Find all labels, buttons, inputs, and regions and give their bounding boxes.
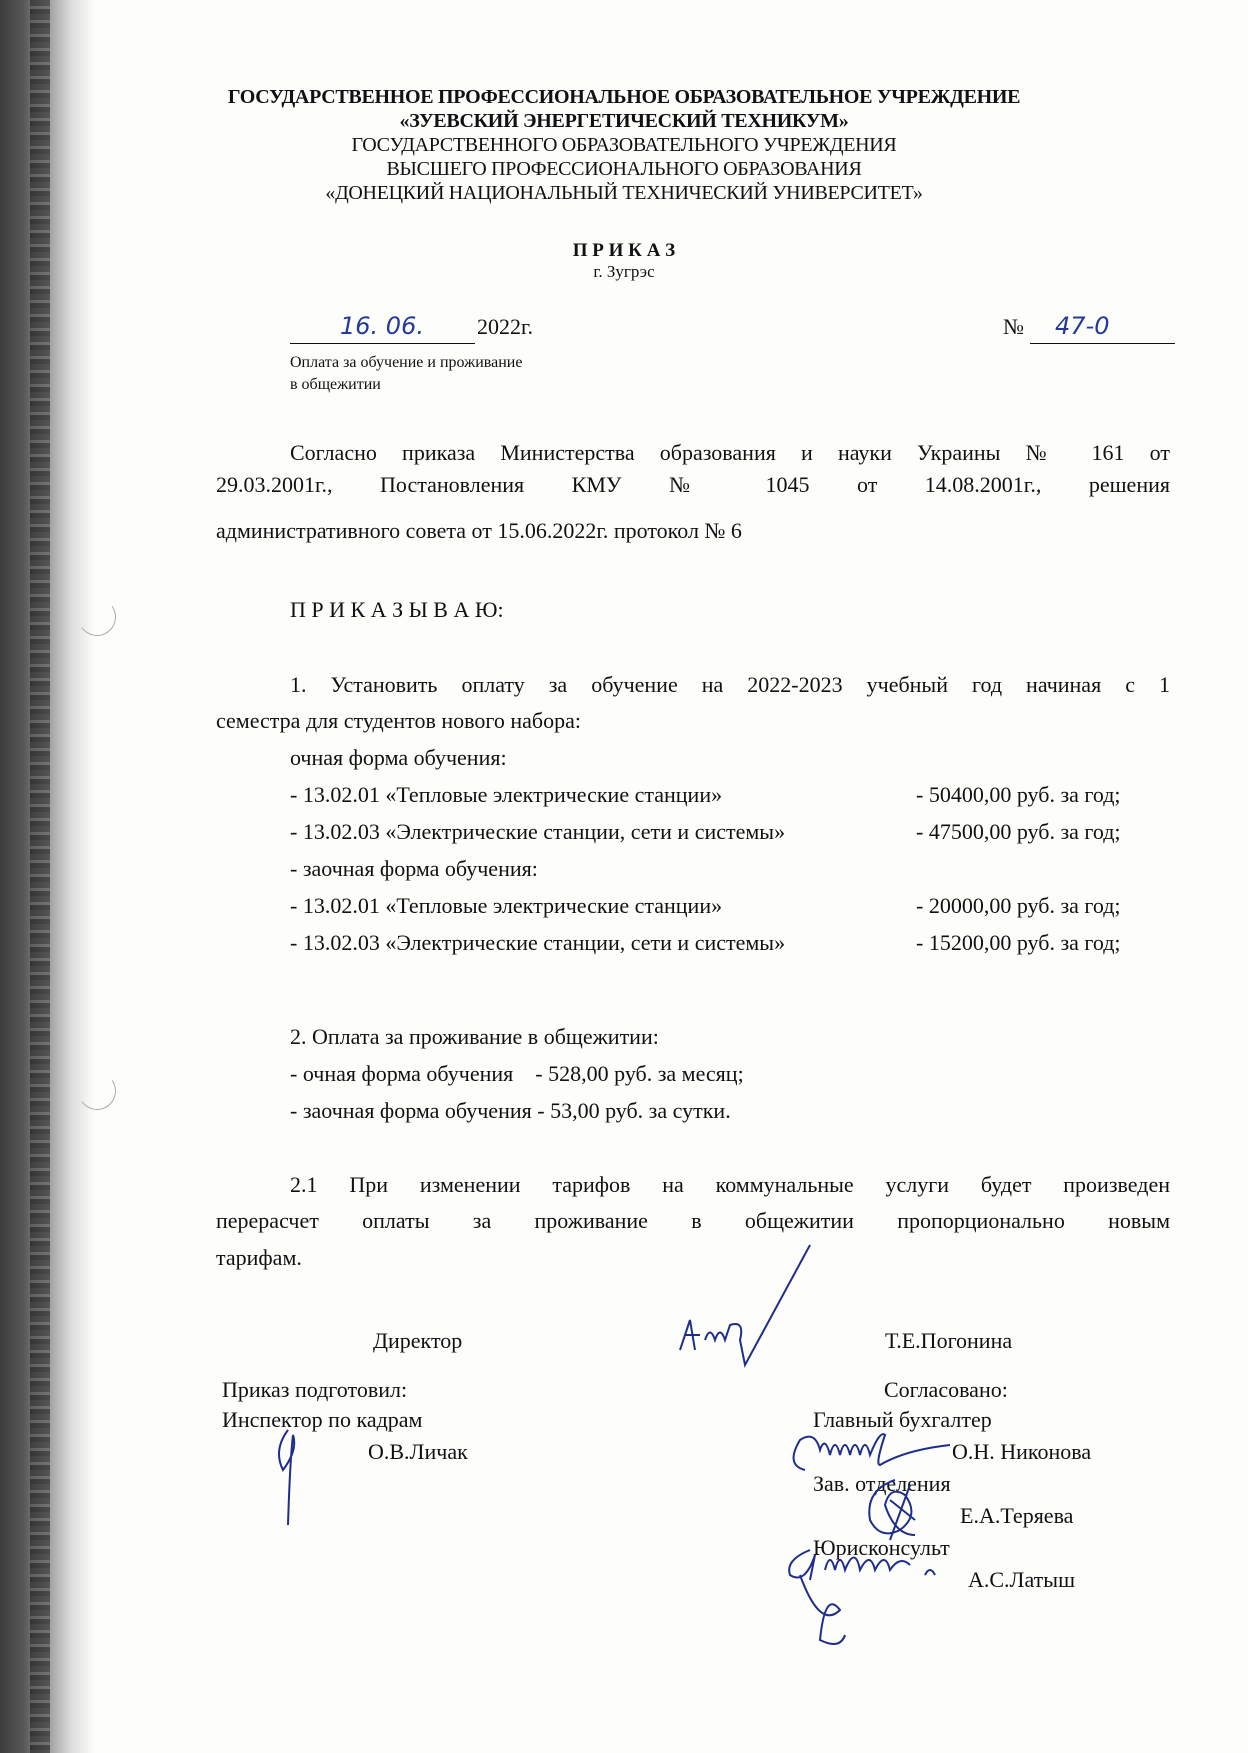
parttime-spec-2: - 13.02.03 «Электрические станции, сети и системы» (290, 930, 786, 955)
header-line-3: ГОСУДАРСТВЕННОГО ОБРАЗОВАТЕЛЬНОГО УЧРЕЖДЕНИЯ (351, 134, 897, 156)
item-2-1-line-1: 2.1 При изменении тарифов на коммунальные услуги будет произведен (290, 1172, 1170, 1197)
prepared-title: Инспектор по кадрам (222, 1407, 423, 1432)
subject-line-1: Оплата за обучение и проживание (290, 354, 523, 371)
lawyer-title: Юрисконсульт (813, 1535, 950, 1560)
accountant-name: О.Н. Никонова (952, 1439, 1092, 1464)
date-handwritten: 16. 06. (340, 312, 424, 340)
lawyer-name: А.С.Латыш (968, 1567, 1076, 1592)
fulltime-price-2: - 47500,00 руб. за год; (916, 819, 1121, 844)
agreed-label: Согласовано: (884, 1377, 1008, 1402)
number-handwritten: 47-0 (1055, 312, 1110, 340)
order-city: г. Зугрэс (593, 262, 655, 281)
prepared-label: Приказ подготовил: (222, 1377, 408, 1402)
inspector-signature-icon (268, 1420, 308, 1530)
header-line-4: ВЫСШЕГО ПРОФЕССИОНАЛЬНОГО ОБРАЗОВАНИЯ (386, 158, 862, 180)
preamble-line-1: Согласно приказа Министерства образования и науки Украины № 161 от (290, 440, 1170, 465)
subject-line-2: в общежитии (290, 376, 381, 393)
accountant-signature-icon (785, 1425, 955, 1475)
dept-head-name: Е.А.Теряева (960, 1503, 1074, 1528)
accountant-title: Главный бухгалтер (813, 1407, 992, 1432)
header-line-2: «ЗУЕВСКИЙ ЭНЕРГЕТИЧЕСКИЙ ТЕХНИКУМ» (399, 110, 849, 132)
dorm-fulltime-price: - очная форма обучения - 528,00 руб. за месяц; (290, 1061, 744, 1086)
fulltime-spec-1: - 13.02.01 «Тепловые электрические станции» (290, 782, 723, 807)
item-2-title: 2. Оплата за проживание в общежитии: (290, 1024, 659, 1049)
header-line-5: «ДОНЕЦКИЙ НАЦИОНАЛЬНЫЙ ТЕХНИЧЕСКИЙ УНИВЕРСИТЕТ» (325, 182, 923, 204)
order-title: П Р И К А З (572, 240, 676, 261)
item-2-1-line-2: перерасчет оплаты за проживание в общежитии пропорционально новым (216, 1208, 1170, 1233)
item-2-1-line-3: тарифам. (216, 1245, 302, 1270)
parttime-price-2: - 15200,00 руб. за год; (916, 930, 1121, 955)
command-heading: П Р И К А З Ы В А Ю: (290, 597, 504, 622)
preamble-line-2: 29.03.2001г., Постановления КМУ № 1045 от 14.08.2001г., решения (216, 472, 1170, 497)
dorm-parttime-price: - заочная форма обучения - 53,00 руб. за сутки. (290, 1098, 731, 1123)
item-1-line-1: 1. Установить оплату за обучение на 2022-2023 учебный год начиная с 1 (290, 672, 1170, 697)
parttime-spec-1: - 13.02.01 «Тепловые электрические станции» (290, 893, 723, 918)
fulltime-price-1: - 50400,00 руб. за год; (916, 782, 1121, 807)
parttime-price-1: - 20000,00 руб. за год; (916, 893, 1121, 918)
header-line-1: ГОСУДАРСТВЕННОЕ ПРОФЕССИОНАЛЬНОЕ ОБРАЗОВАТЕЛЬНОЕ УЧРЕЖДЕНИЕ (227, 86, 1021, 108)
item-1-line-2: семестра для студентов нового набора: (216, 708, 581, 733)
prepared-name: О.В.Личак (368, 1439, 468, 1464)
date-field (290, 312, 475, 344)
director-name: Т.Е.Погонина (885, 1328, 1013, 1353)
director-title: Директор (373, 1328, 463, 1353)
number-field (1030, 312, 1175, 344)
number-sign: № (1003, 314, 1024, 339)
dept-head-title: Зав. отделения (813, 1471, 951, 1496)
fulltime-spec-2: - 13.02.03 «Электрические станции, сети и системы» (290, 819, 786, 844)
date-year: 2022г. (477, 314, 534, 339)
parttime-label: - заочная форма обучения: (290, 856, 538, 881)
lawyer-signature-icon (780, 1540, 970, 1650)
preamble-line-3: административного совета от 15.06.2022г. протокол № 6 (216, 518, 742, 543)
fulltime-label: очная форма обучения: (290, 745, 507, 770)
director-signature-icon (670, 1240, 820, 1370)
